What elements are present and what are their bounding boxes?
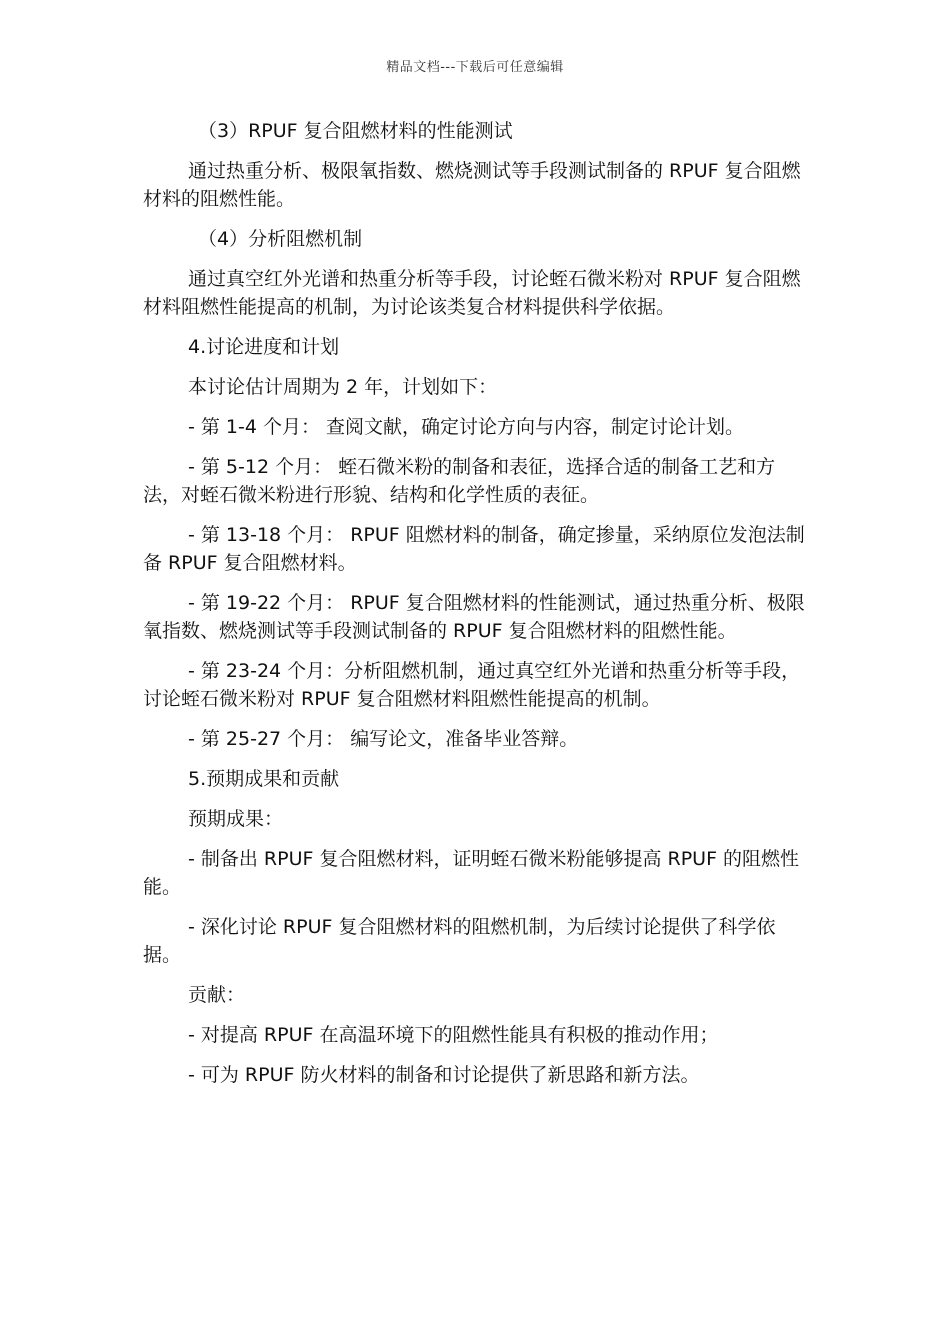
section-heading-schedule: 4.讨论进度和计划 [188,336,340,358]
section-heading-mechanism: （4）分析阻燃机制 [198,228,363,250]
section-heading-outcomes: 5.预期成果和贡献 [188,768,340,790]
schedule-item-5: - 第 23-24 个月：分析阻燃机制，通过真空红外光谱和热重分析等手段，讨论蛭石微米粉对 RPUF 复合阻燃材料阻燃性能提高的机制。 [143,660,801,710]
contribution-item-1: - 对提高 RPUF 在高温环境下的阻燃性能具有积极的推动作用； [188,1024,719,1046]
paragraph-schedule-intro: 本讨论估计周期为 2 年，计划如下： [188,376,498,398]
expected-result-item-1: - 制备出 RPUF 复合阻燃材料，证明蛭石微米粉能够提高 RPUF 的阻燃性能。 [143,848,800,898]
label-expected-results: 预期成果： [188,808,284,830]
contribution-item-2: - 可为 RPUF 防火材料的制备和讨论提供了新思路和新方法。 [188,1064,700,1086]
expected-result-item-2: - 深化讨论 RPUF 复合阻燃材料的阻燃机制，为后续讨论提供了科学依据。 [143,916,776,966]
label-contributions: 贡献： [188,984,246,1006]
schedule-item-1: - 第 1-4 个月： 查阅文献，确定讨论方向与内容，制定讨论计划。 [188,416,745,438]
schedule-item-3: - 第 13-18 个月： RPUF 阻燃材料的制备，确定掺量，采纳原位发泡法制备 RPUF 复合阻燃材料。 [143,524,805,574]
schedule-item-6: - 第 25-27 个月： 编写论文，准备毕业答辩。 [188,728,579,750]
schedule-item-2: - 第 5-12 个月： 蛭石微米粉的制备和表征，选择合适的制备工艺和方法，对蛭石微米粉进行形貌、结构和化学性质的表征。 [143,456,776,506]
paragraph-performance-test: 通过热重分析、极限氧指数、燃烧测试等手段测试制备的 RPUF 复合阻燃材料的阻燃性能。 [143,160,801,210]
schedule-item-4: - 第 19-22 个月： RPUF 复合阻燃材料的性能测试，通过热重分析、极限氧指数、燃烧测试等手段测试制备的 RPUF 复合阻燃材料的阻燃性能。 [143,592,805,642]
page-header-note: 精品文档---下载后可任意编辑 [386,60,564,75]
section-heading-performance-test: （3）RPUF 复合阻燃材料的性能测试 [198,120,513,142]
paragraph-mechanism: 通过真空红外光谱和热重分析等手段，讨论蛭石微米粉对 RPUF 复合阻燃材料阻燃性能提高的机制，为讨论该类复合材料提供科学依据。 [143,268,801,318]
document-body [143,117,807,1101]
